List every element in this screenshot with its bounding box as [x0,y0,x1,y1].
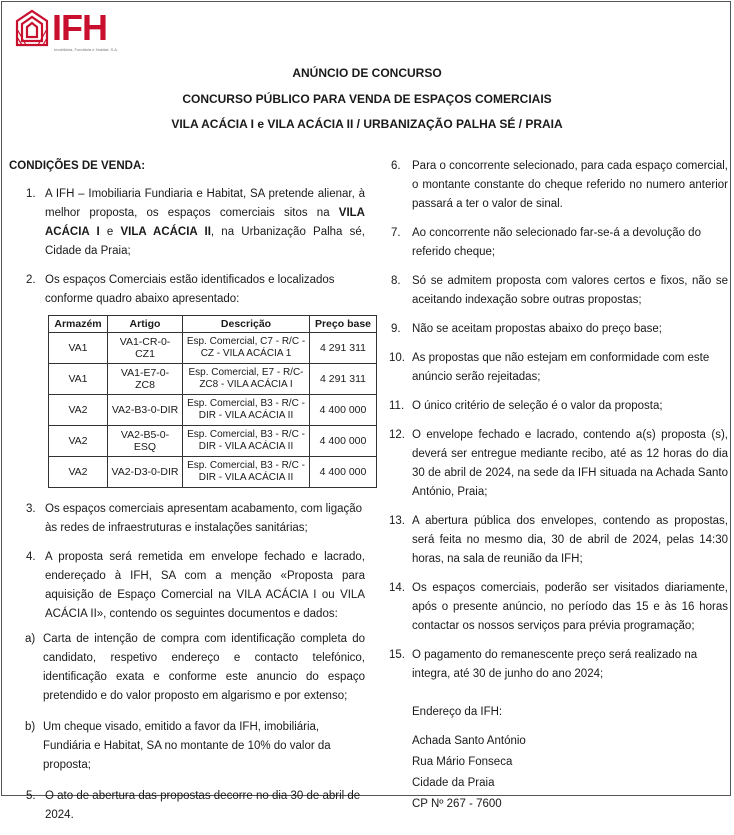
item-text: O envelope fechado e lacrado, contendo a(s) proposta (s), deverá ser entregue mediante recibo, até as 12 horas do dia 30 de abril de 2024, na sede da IFH situada na Achada Santo António, Praia; [412,429,728,498]
item-text: O único critério de seleção é o valor da proposta; [412,400,663,412]
ifh-address [386,702,728,815]
table-cell: Esp. Comercial, C7 - R/C - CZ - VILA ACÁCIA 1 [183,333,310,364]
condition-item-1 [9,185,365,261]
table-row [49,333,377,364]
ifh-logo-icon [14,7,54,51]
item-text: A proposta será remetida em envelope fechado e lacrado, endereçado à IFH, SA com a menção «Proposta para aquisição de Espaço Comercial na VILA ACÁCIA I ou VILA ACÁCIA II», contendo os seguintes documentos e dados: [45,551,365,620]
item-number: 4. [26,551,36,563]
item-text-bold: VILA ACÁCIA I [45,207,365,238]
item-text: O pagamento do remanescente preço será realizado na integra, até 30 de junho do ano 2024; [412,649,698,680]
condition-item-3 [9,500,365,538]
address-line: Achada Santo António [412,735,526,747]
page-title: ANÚNCIO DE CONCURSO [292,66,442,80]
table-cell: Esp. Comercial, B3 - R/C - DIR - VILA ACÁCIA II [183,457,310,488]
table-cell: Esp. Comercial, B3 - R/C - DIR - VILA ACÁCIA II [183,395,310,426]
table-header: Preço base [310,316,377,333]
item-text: A IFH – Imobiliaria Fundiaria e Habitat, SA pretende alienar, à melhor proposta, os espaços comerciais sitos na [45,188,365,219]
item-number: 13. [389,515,405,527]
page-subtitle: CONCURSO PÚBLICO PARA VENDA DE ESPAÇOS COMERCIAIS [182,92,552,106]
condition-item-15 [386,646,728,684]
ifh-logo [14,7,124,53]
item-number: 8. [391,275,401,287]
table-header: Artigo [108,316,183,333]
item-number: 15. [389,649,405,661]
table-cell: VA2-D3-0-DIR [108,457,183,488]
item-number: 1. [26,188,36,200]
table-row [49,426,377,457]
item-number: 5. [26,790,36,802]
table-row [49,457,377,488]
table-cell: VA1 [49,333,108,364]
table-cell: Esp. Comercial, E7 - R/C-ZC8 - VILA ACÁCIA I [183,364,310,395]
table-cell: 4 400 000 [310,395,377,426]
address-line: Rua Mário Fonseca [412,756,513,768]
item-text: Os espaços comerciais, poderão ser visitados diariamente, após o presente anúncio, no período das 15 e às 16 horas contactar os nossos serviços para prévia programação; [412,582,728,632]
right-column [386,157,728,815]
address-gap [412,723,728,731]
commercial-spaces-table [48,315,377,488]
table-row [49,395,377,426]
item-number: 12. [389,429,405,441]
item-text: Só se admitem proposta com valores certos e fixos, não se aceitando indexação sobre outras propostas; [412,275,728,306]
item-number: 14. [389,582,405,594]
condition-item-10 [386,349,728,387]
condition-item-5 [9,787,365,825]
logo-subtitle: Imobiliária, Fundiária e Habitat, S.A. [54,47,119,52]
table-cell: VA2-B3-0-DIR [108,395,183,426]
item-text: , na Urbanização Palha sé, Cidade da Praia; [45,226,365,257]
item-number: 11. [389,400,405,412]
table-cell: VA2 [49,426,108,457]
item-number: 2. [26,274,36,286]
table-cell: Esp. Comercial, B3 - R/C - DIR - VILA ACÁCIA II [183,426,310,457]
item-text: A abertura pública dos envelopes, contendo as propostas, será feita no mesmo dia, 30 de abril de 2024, pelas 14:30 horas, na sala de reunião da IFH; [412,515,728,565]
logo-wordmark: IFH [52,7,107,48]
item-text: O ato de abertura das propostas decorre no dia 30 de abril de 2024. [45,790,361,821]
item-text: e [99,226,121,238]
item-text: Os espaços Comerciais estão identificados e localizados conforme quadro abaixo apresentado: [45,274,335,305]
table-cell: VA2 [49,457,108,488]
table-cell: VA1-CR-0-CZ1 [108,333,183,364]
condition-item-11 [386,397,728,416]
condition-subitem-b [9,718,365,775]
table-header: Armazém [49,316,108,333]
subitem-letter: b) [25,721,36,733]
table-cell: 4 400 000 [310,426,377,457]
conditions-heading: CONDIÇÕES DE VENDA: [9,160,146,172]
condition-item-13 [386,512,728,569]
item-number: 7. [391,227,401,239]
condition-item-4 [9,548,365,624]
subitem-text: Um cheque visado, emitido a favor da IFH, imobiliária, Fundiária e Habitat, SA no montante de 10% do valor da proposta; [43,721,331,771]
condition-subitem-a [9,630,365,706]
condition-item-9 [386,320,728,339]
item-number: 9. [391,323,401,335]
item-text: As propostas que não estejam em conformidade com este anúncio serão rejeitadas; [412,352,710,383]
table-cell: 4 291 311 [310,333,377,364]
item-text-bold: VILA ACÁCIA II [120,226,211,238]
condition-item-8 [386,272,728,310]
condition-item-2 [9,271,365,309]
condition-item-12 [386,426,728,502]
condition-item-6 [386,157,728,214]
address-postcode: CP Nº 267 - 7600 [412,798,502,810]
item-text: Ao concorrente não selecionado far-se-á a devolução do referido cheque; [412,227,701,258]
address-label: Endereço da IFH: [412,706,503,718]
item-number: 6. [391,160,401,172]
table-header: Descrição [183,316,310,333]
table-cell: VA2-B5-0-ESQ [108,426,183,457]
table-cell: VA2 [49,395,108,426]
address-line: Cidade da Praia [412,777,495,789]
subitem-text: Carta de intenção de compra com identificação completa do candidato, respetivo endereço e contacto telefónico, identificação exata e conforme este anuncio do espaço pretendido e do valor proposto em algarismo e por extenso; [43,633,365,702]
condition-item-7 [386,224,728,262]
table-row [49,364,377,395]
item-number: 10. [389,352,405,364]
item-text: Os espaços comerciais apresentam acabamento, com ligação às redes de infraestruturas e instalações sanitárias; [45,503,363,534]
item-text: Para o concorrente selecionado, para cada espaço comercial, o montante constante do cheque referido no numero anterior passará a ter o valor de sinal. [412,160,728,210]
condition-item-14 [386,579,728,636]
page-subtitle-location: VILA ACÁCIA I e VILA ACÁCIA II / URBANIZAÇÃO PALHA SÉ / PRAIA [171,117,563,131]
table-cell: 4 400 000 [310,457,377,488]
left-column [9,157,372,835]
table-cell: VA1-E7-0-ZC8 [108,364,183,395]
item-number: 3. [26,503,36,515]
subitem-letter: a) [25,633,36,645]
table-cell: 4 291 311 [310,364,377,395]
item-text: Não se aceitam propostas abaixo do preço base; [412,323,662,335]
table-cell: VA1 [49,364,108,395]
table-header-row [49,316,377,333]
